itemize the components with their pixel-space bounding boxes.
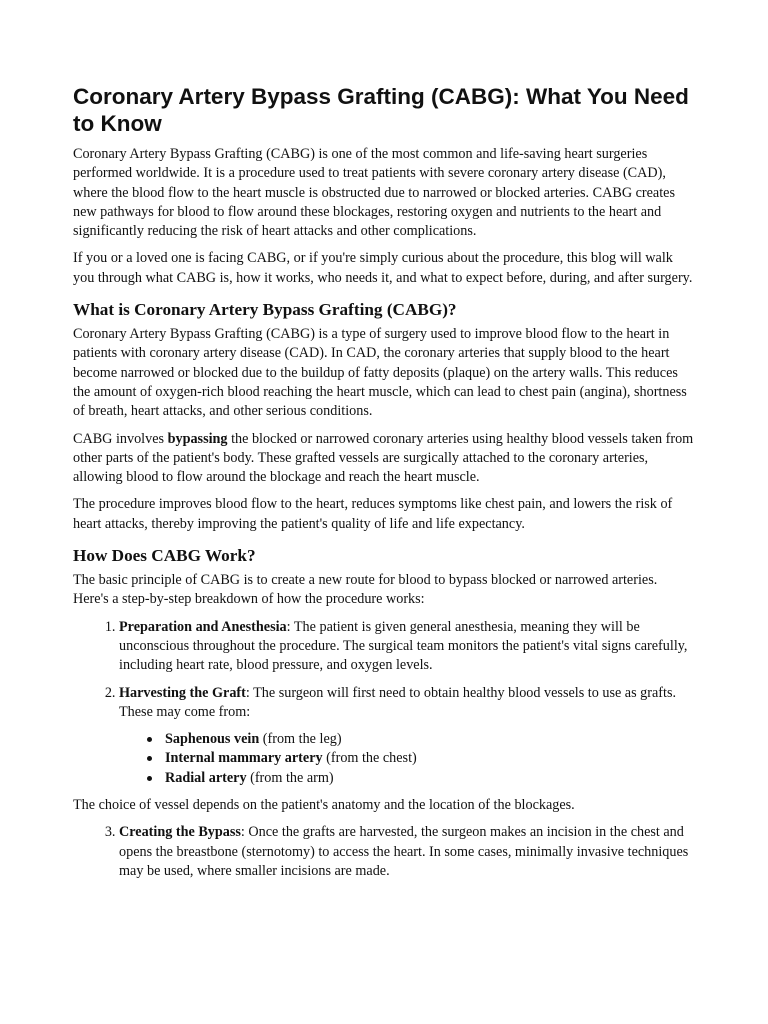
section-heading-what-is-cabg: What is Coronary Artery Bypass Grafting (CABG)? xyxy=(73,300,457,320)
section1-paragraph-1: Coronary Artery Bypass Grafting (CABG) is a type of surgery used to improve blood flow to the heart in patients with coronary artery disease (CAD). In CAD, the coronary arteries that supply blood to the heart become narrowed or blocked due to the buildup of fatty deposits (plaque) on the artery walls. This reduces the amount of oxygen-rich blood reaching the heart muscle, which can lead to chest pain (angina), shortness of breath, heart attacks, and other serious conditions. xyxy=(73,326,687,420)
article-title: Coronary Artery Bypass Grafting (CABG): What You Need to Know xyxy=(73,84,689,136)
step-title: Creating the Bypass xyxy=(119,824,241,841)
section1-paragraph-3: The procedure improves blood flow to the heart, reduces symptoms like chest pain, and lowers the risk of heart attacks, thereby improving the patient's quality of life and life expectancy. xyxy=(73,496,673,532)
section2-intro: The basic principle of CABG is to create a new route for blood to bypass blocked or narrowed arteries. Here's a step-by-step breakdown of how the procedure works: xyxy=(73,572,658,608)
section1-paragraph-2 xyxy=(73,430,695,488)
graft-name: Saphenous vein xyxy=(165,731,260,748)
graft-name: Radial artery xyxy=(165,769,247,786)
step-text: : The surgeon will first need to obtain healthy blood vessels to use as grafts. These may come from: xyxy=(119,684,677,720)
p2-tail-text: the blocked or narrowed coronary arteries using healthy blood vessels taken from other parts of the patient's body. These grafted vessels are surgically attached to the coronary arteries, allowing blood to flow around the blockage and reach the heart muscle. xyxy=(73,430,694,486)
intro-paragraph-2: If you or a loved one is facing CABG, or if you're simply curious about the procedure, this blog will walk you through what CABG is, how it works, who needs it, and what to expect before, during, and after surgery. xyxy=(73,250,693,286)
step-title: Preparation and Anesthesia xyxy=(119,618,287,635)
step-item-preparation xyxy=(119,618,695,676)
step-item-harvesting xyxy=(119,684,695,723)
step-text: : Once the grafts are harvested, the surgeon makes an incision in the chest and opens the breastbone (sternotomy) to access the heart. In some cases, minimally invasive techniques may be used, where smaller incisions are made. xyxy=(119,824,689,879)
steps-list-b xyxy=(73,823,695,881)
step-item-creating-bypass xyxy=(119,823,695,881)
graft-source: (from the arm) xyxy=(246,769,334,786)
graft-source: (from the chest) xyxy=(322,750,417,767)
graft-item-mammary xyxy=(165,749,695,768)
step-title: Harvesting the Graft xyxy=(119,684,246,701)
steps-list-a xyxy=(73,618,695,722)
vessel-choice-note: The choice of vessel depends on the patient's anatomy and the location of the blockages. xyxy=(73,797,575,814)
step-text: : The patient is given general anesthesia, meaning they will be unconscious throughout the procedure. The surgical team monitors the patient's vital signs carefully, including heart rate, blood pressure, and oxygen levels. xyxy=(119,618,688,674)
graft-source: (from the leg) xyxy=(259,731,342,748)
graft-name: Internal mammary artery xyxy=(165,750,323,767)
graft-item-saphenous xyxy=(165,730,695,749)
graft-item-radial xyxy=(165,769,695,788)
p2-lead-text: CABG involves xyxy=(73,430,168,447)
bypassing-bold: bypassing xyxy=(167,430,228,447)
section-heading-how-cabg-works: How Does CABG Work? xyxy=(73,546,256,566)
intro-paragraph-1: Coronary Artery Bypass Grafting (CABG) is one of the most common and life-saving heart surgeries performed worldwide. It is a procedure used to treat patients with severe coronary artery disease (CAD), where the blood flow to the heart muscle is obstructed due to narrowed or blocked arteries. CABG creates new pathways for blood to flow around these blockages, restoring oxygen and nutrients to the heart and significantly reducing the risk of heart attacks and other complications. xyxy=(73,146,675,240)
graft-sources-list xyxy=(73,730,695,788)
